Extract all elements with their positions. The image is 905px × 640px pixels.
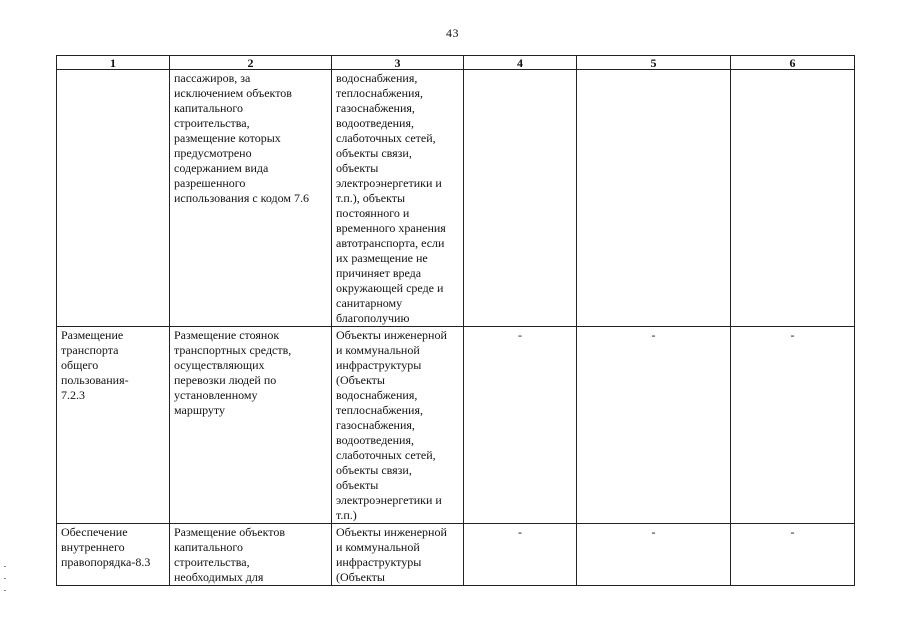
cell-use-name: Обеспечение внутреннего правопорядка-8.3 xyxy=(57,524,170,586)
cell-use-description: Размещение объектов капитального строительства, необходимых для xyxy=(170,524,332,586)
column-header-2: 2 xyxy=(170,56,332,70)
cell-col-4 xyxy=(464,70,577,327)
column-header-3: 3 xyxy=(332,56,464,70)
cell-col-5: - xyxy=(577,524,731,586)
cell-use-name xyxy=(57,70,170,327)
cell-use-name: Размещение транспорта общего пользования- 7.2.3 xyxy=(57,327,170,524)
cell-col-5: - xyxy=(577,327,731,524)
zoning-table xyxy=(56,55,855,586)
header-row xyxy=(57,56,855,70)
cell-col-6: - xyxy=(731,524,855,586)
scan-artifact xyxy=(4,578,6,579)
cell-permitted-objects: водоснабжения, теплоснабжения, газоснабжения, водоотведения, слаботочных сетей, объекты связи, объекты электроэнергетики и т.п.), объекты постоянного и временного хранения автотранспорта, если их размещение не причиняет вреда окружающей среде и санитарному благополучию xyxy=(332,70,464,327)
cell-permitted-objects: Объекты инженерной и коммунальной инфраструктуры (Объекты xyxy=(332,524,464,586)
table-row xyxy=(57,70,855,327)
table-row xyxy=(57,327,855,524)
cell-use-description: пассажиров, за исключением объектов капитального строительства, размещение которых предусмотрено содержанием вида разрешенного использования с кодом 7.6 xyxy=(170,70,332,327)
scan-artifact xyxy=(4,566,6,567)
column-header-4: 4 xyxy=(464,56,577,70)
cell-col-5 xyxy=(577,70,731,327)
column-header-5: 5 xyxy=(577,56,731,70)
cell-use-description: Размещение стоянок транспортных средств, осуществляющих перевозки людей по установленному маршруту xyxy=(170,327,332,524)
cell-col-4: - xyxy=(464,327,577,524)
cell-col-6: - xyxy=(731,327,855,524)
cell-col-6 xyxy=(731,70,855,327)
page-number: 43 xyxy=(446,26,459,40)
scan-artifact xyxy=(4,590,6,591)
column-header-1: 1 xyxy=(57,56,170,70)
table-row xyxy=(57,524,855,586)
cell-permitted-objects: Объекты инженерной и коммунальной инфраструктуры (Объекты водоснабжения, теплоснабжения, газоснабжения, водоотведения, слаботочных сетей, объекты связи, объекты электроэнергетики и т.п.) xyxy=(332,327,464,524)
cell-col-4: - xyxy=(464,524,577,586)
column-header-6: 6 xyxy=(731,56,855,70)
